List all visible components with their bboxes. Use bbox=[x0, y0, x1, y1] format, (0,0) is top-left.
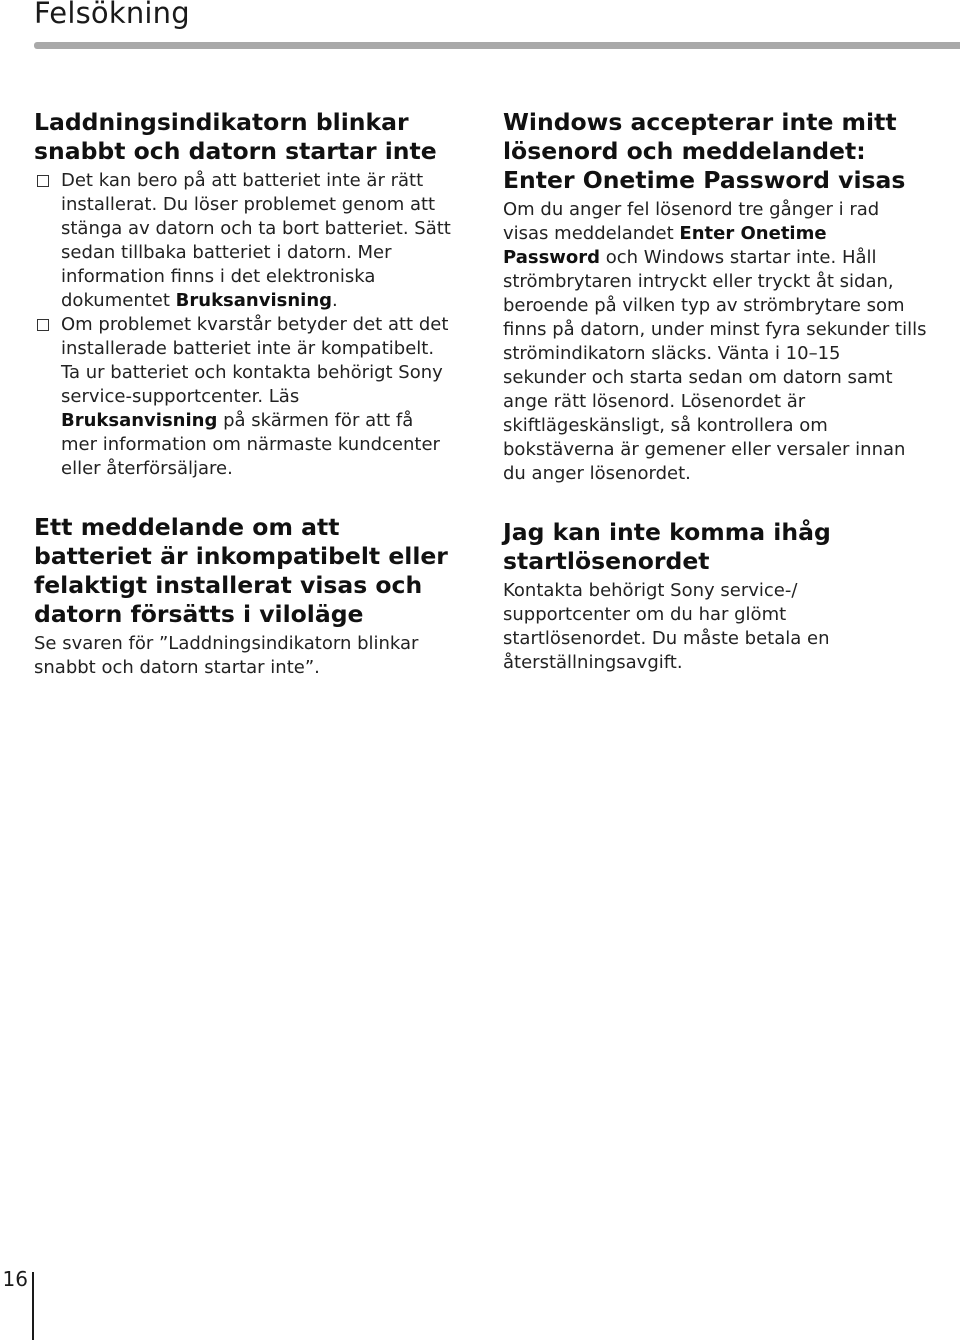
checklist-item bbox=[34, 169, 454, 313]
manual-reference: Bruksanvisning bbox=[61, 410, 218, 431]
body-text-part: och Windows startar inte. Håll strömbrytaren intryckt eller tryckt åt sidan, beroende på vilken typ av strömbrytare som finns på datorn, under minst fyra sekunder tills strömindikatorn släcks. Vänta i 10–15 sekunder och starta sedan om datorn samt ange rätt lösenord. Lösenordet är skiftlägeskänsligt, så kontrollera om bokstäverna är gemener eller versaler innan du anger lösenordet. bbox=[503, 247, 927, 484]
checklist-item bbox=[34, 313, 454, 481]
page-number-rule bbox=[32, 1272, 34, 1340]
section-charging-indicator bbox=[34, 108, 454, 481]
section-incompatible-battery bbox=[34, 513, 454, 680]
section-title: Windows accepterar inte mitt lösenord och meddelandet: Enter Onetime Password visas bbox=[503, 108, 906, 194]
section-forgot-password bbox=[503, 518, 928, 675]
section-body bbox=[503, 198, 928, 486]
checkbox-bullet-icon bbox=[37, 319, 49, 331]
item-text: Det kan bero på att batteriet inte är rätt installerat. Du löser problemet genom att stänga av datorn och ta bort batteriet. Sätt sedan tillbaka batteriet i datorn. Mer information finns i det elektroniska dokumentet bbox=[61, 170, 451, 311]
left-column bbox=[34, 108, 454, 712]
section-onetime-password bbox=[503, 108, 928, 486]
page-number: 16 bbox=[2, 1267, 28, 1291]
message-name: Enter Onetime Password bbox=[503, 223, 827, 268]
item-text-end: . bbox=[332, 290, 338, 311]
section-title: Ett meddelande om att batteriet är inkompatibelt eller felaktigt installerat visas och datorn försätts i viloläge bbox=[34, 513, 448, 628]
page-title: Felsökning bbox=[34, 0, 190, 30]
section-title: Jag kan inte komma ihåg startlösenordet bbox=[503, 518, 831, 575]
item-text-end: på skärmen för att få mer information om närmaste kundcenter eller återförsäljare. bbox=[61, 410, 440, 479]
section-body: Kontakta behörigt Sony service-/ supportcenter om du har glömt startlösenordet. Du måste betala en återställningsavgift. bbox=[503, 580, 830, 673]
section-title: Laddningsindikatorn blinkar snabbt och datorn startar inte bbox=[34, 108, 437, 165]
manual-reference: Bruksanvisning bbox=[175, 290, 333, 311]
item-text: Om problemet kvarstår betyder det att det installerade batteriet inte är kompatibelt. Ta ur batteriet och kontakta behörigt Sony service-supportcenter. Läs bbox=[61, 314, 449, 407]
right-column bbox=[503, 108, 928, 707]
section-body: Se svaren för ”Laddningsindikatorn blinkar snabbt och datorn startar inte”. bbox=[34, 633, 419, 678]
header-rule bbox=[34, 42, 960, 49]
checkbox-bullet-icon bbox=[37, 175, 49, 187]
body-text-part: Om du anger fel lösenord tre gånger i rad visas meddelandet bbox=[503, 199, 880, 244]
